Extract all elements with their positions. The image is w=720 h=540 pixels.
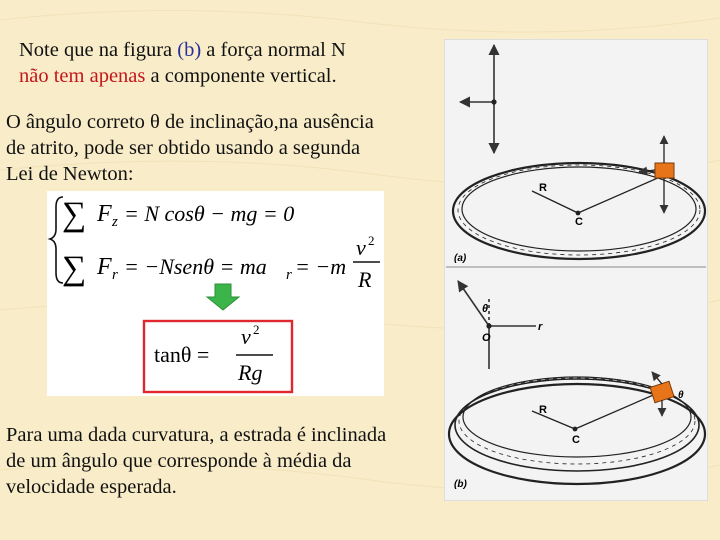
sigma-symbol: ∑: [62, 196, 87, 233]
fraction-numerator: v: [356, 235, 366, 260]
angle-text-line: Lei de Newton:: [6, 163, 134, 185]
force-symbol: F: [97, 201, 112, 227]
force-origin-a: [491, 99, 496, 104]
force-subscript: z: [112, 214, 118, 230]
equation-panel: [47, 191, 384, 396]
angle-text-line: O ângulo correto θ de inclinação,na ausência: [6, 111, 374, 133]
sigma-symbol: ∑: [62, 250, 87, 287]
angle-explanation: [6, 109, 374, 187]
fraction-denominator: R: [358, 267, 372, 292]
result-numerator: v: [241, 324, 251, 349]
result-exponent: 2: [253, 322, 260, 337]
label-C: C: [572, 434, 580, 446]
normal-force-note: Note que na figura (b) a força normal N não tem apenas a componente vertical.: [19, 39, 346, 87]
result-denominator: Rg: [238, 360, 263, 385]
center-point-a: [576, 211, 581, 216]
banked-curve-figure: [444, 39, 708, 501]
result-lhs: tanθ =: [154, 342, 210, 367]
figure-background: [444, 39, 708, 501]
label-b: (b): [454, 479, 467, 490]
fraction-exponent: 2: [368, 233, 375, 248]
equation-vertical: = N cosθ − mg = 0: [124, 201, 295, 226]
angle-text-line: de atrito, pode ser obtido usando a segunda: [6, 137, 361, 159]
force-origin-b: [486, 323, 491, 328]
label-R: R: [539, 404, 547, 416]
conclusion-line: Para uma dada curvatura, a estrada é inclinada: [6, 424, 387, 446]
accel-subscript: r: [286, 267, 292, 283]
label-theta: θ: [678, 390, 684, 401]
down-arrow-icon: [207, 284, 239, 310]
force-subscript: r: [112, 267, 118, 283]
label-C: C: [575, 216, 583, 228]
conclusion-line: de um ângulo que corresponde à média da: [6, 450, 352, 472]
center-point-b: [573, 427, 578, 432]
label-R: R: [539, 182, 547, 194]
label-r: r: [538, 321, 543, 333]
equation-radial-rhs: = −m: [295, 254, 347, 279]
equation-radial: = −Nsenθ = ma: [124, 254, 267, 279]
conclusion-line: velocidade esperada.: [6, 476, 177, 498]
label-a: (a): [454, 253, 467, 264]
force-symbol: F: [97, 254, 112, 280]
label-O: O: [482, 332, 491, 344]
conclusion-text: [6, 422, 386, 500]
label-theta: θ: [482, 303, 489, 315]
